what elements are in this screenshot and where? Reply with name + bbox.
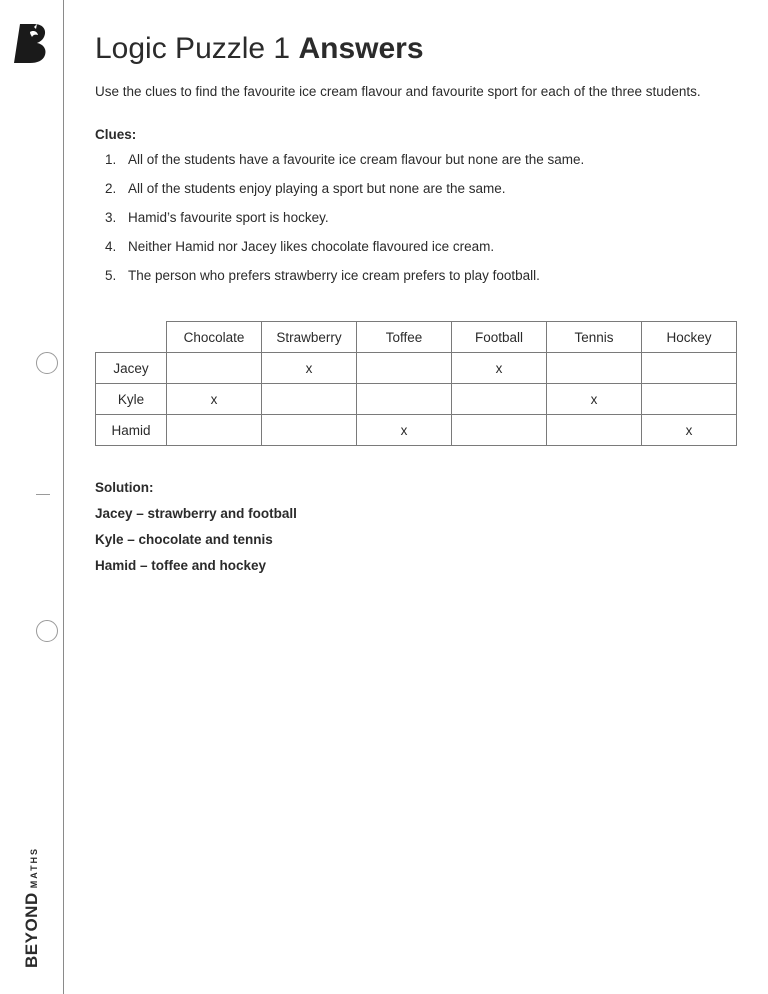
clue-number: 1. [105, 152, 117, 167]
grid-header-row [96, 322, 737, 353]
grid-cell: x [262, 353, 357, 384]
clue-number: 5. [105, 268, 117, 283]
solution-line: Hamid – toffee and hockey [95, 558, 267, 573]
clue-item [95, 237, 735, 266]
grid-row-header: Kyle [96, 384, 167, 415]
title-main: Logic Puzzle 1 [95, 32, 291, 65]
grid-column-header: Football [452, 322, 547, 353]
grid-cell [167, 353, 262, 384]
grid-cell [642, 384, 737, 415]
clues-heading: Clues: [95, 127, 137, 142]
grid-cell: x [167, 384, 262, 415]
clue-text: All of the students have a favourite ice cream flavour but none are the same. [128, 152, 585, 167]
clue-item [95, 179, 735, 208]
brand-wordmark [22, 847, 42, 968]
grid-row-jacey [96, 353, 737, 384]
solution-line: Kyle – chocolate and tennis [95, 532, 273, 547]
title-emphasis: Answers [298, 32, 424, 65]
grid-row-header: Jacey [96, 353, 167, 384]
logic-grid [95, 321, 737, 446]
grid-cell: x [547, 384, 642, 415]
clue-text: All of the students enjoy playing a sport but none are the same. [128, 181, 506, 196]
margin-line [63, 0, 64, 994]
clue-item [95, 150, 735, 179]
grid-cell [547, 415, 642, 446]
grid-cell [357, 384, 452, 415]
grid-row-kyle [96, 384, 737, 415]
brand-word-beyond: BEYOND [22, 892, 41, 968]
clue-item [95, 208, 735, 237]
grid-row-hamid [96, 415, 737, 446]
clue-number: 4. [105, 239, 117, 254]
punch-hole [36, 620, 58, 642]
grid-corner [96, 322, 167, 353]
clue-number: 2. [105, 181, 117, 196]
grid-column-header: Tennis [547, 322, 642, 353]
grid-cell [262, 384, 357, 415]
clue-text: The person who prefers strawberry ice cream prefers to play football. [128, 268, 540, 283]
beyond-logo-icon [14, 22, 50, 64]
clue-number: 3. [105, 210, 117, 225]
solution-block [95, 479, 297, 583]
grid-column-header: Strawberry [262, 322, 357, 353]
grid-cell [452, 415, 547, 446]
solution-heading: Solution: [95, 480, 154, 495]
grid-cell: x [642, 415, 737, 446]
grid-cell [642, 353, 737, 384]
grid-column-header: Hockey [642, 322, 737, 353]
clue-text: Neither Hamid nor Jacey likes chocolate flavoured ice cream. [128, 239, 495, 254]
punch-hole [36, 352, 58, 374]
clue-text: Hamid’s favourite sport is hockey. [128, 210, 329, 225]
clues-list [95, 150, 735, 295]
grid-row-header: Hamid [96, 415, 167, 446]
instructions: Use the clues to find the favourite ice cream flavour and favourite sport for each of the three students. [95, 84, 701, 99]
grid-cell [452, 384, 547, 415]
grid-column-header: Toffee [357, 322, 452, 353]
grid-cell [547, 353, 642, 384]
grid-cell [167, 415, 262, 446]
fold-mark [36, 494, 50, 495]
page-title [95, 32, 424, 66]
grid-column-header: Chocolate [167, 322, 262, 353]
grid-cell [262, 415, 357, 446]
clue-item [95, 266, 735, 295]
grid-cell: x [357, 415, 452, 446]
brand-word-maths: MATHS [29, 846, 39, 889]
grid-cell: x [452, 353, 547, 384]
solution-line: Jacey – strawberry and football [95, 506, 297, 521]
grid-cell [357, 353, 452, 384]
